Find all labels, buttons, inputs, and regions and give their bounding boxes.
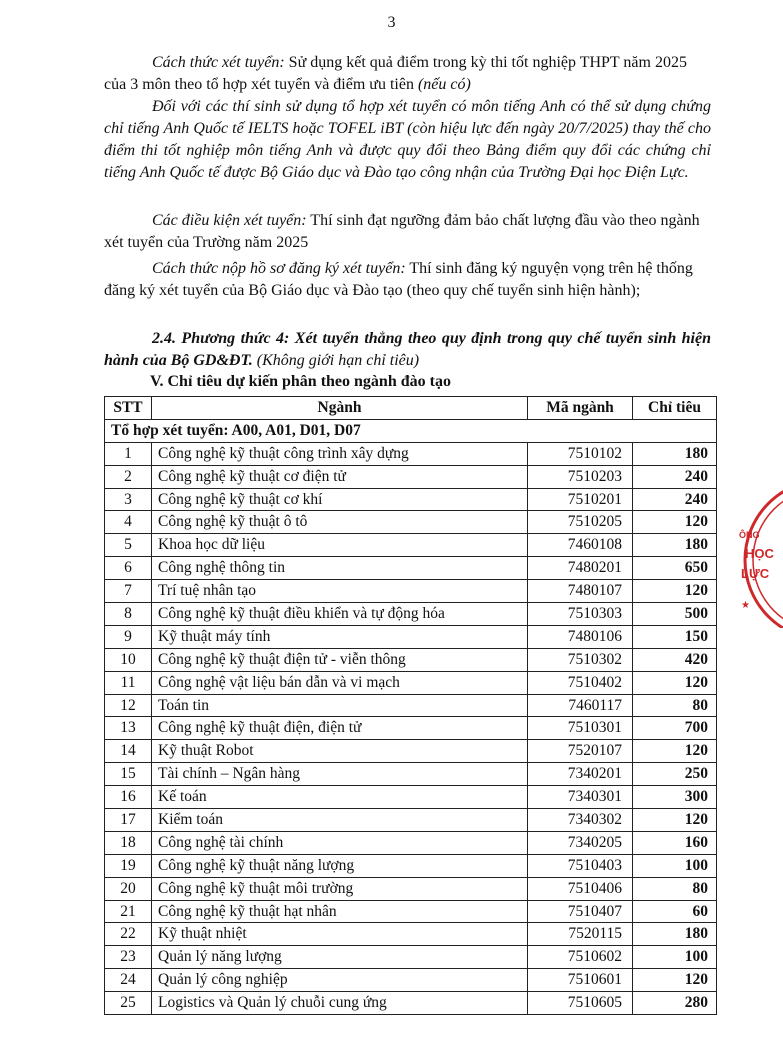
row-major: Công nghệ thông tin (152, 557, 528, 580)
row-quota: 650 (633, 557, 717, 580)
row-code: 7510605 (528, 992, 633, 1015)
table-row (105, 969, 717, 992)
method-label: Cách thức xét tuyển: (152, 54, 285, 71)
row-stt: 2 (105, 465, 152, 488)
method-4-title: 2.4. Phương thức 4: Xét tuyển thẳng theo quy định trong quy chế tuyển sinh hiện hành của Bộ GD&ĐT. (104, 330, 711, 369)
row-code: 7340205 (528, 831, 633, 854)
table-row (105, 511, 717, 534)
table-row (105, 580, 717, 603)
method-text: Sử dụng kết quả điểm trong kỳ thi tốt nghiệp THPT năm 2025 của 3 môn theo tổ hợp xét tuyển và điểm ưu tiên (104, 54, 687, 93)
row-major: Toán tin (152, 694, 528, 717)
row-quota: 280 (633, 992, 717, 1015)
row-quota: 120 (633, 809, 717, 832)
conditions-label: Các điều kiện xét tuyển: (152, 212, 307, 229)
row-quota: 180 (633, 534, 717, 557)
header-code: Mã ngành (528, 397, 633, 420)
row-stt: 1 (105, 442, 152, 465)
row-quota: 60 (633, 900, 717, 923)
row-major: Kỹ thuật Robot (152, 740, 528, 763)
row-code: 7510102 (528, 442, 633, 465)
row-stt: 19 (105, 854, 152, 877)
table-row (105, 717, 717, 740)
table-row (105, 534, 717, 557)
row-major: Công nghệ tài chính (152, 831, 528, 854)
row-code: 7510403 (528, 854, 633, 877)
row-code: 7480106 (528, 625, 633, 648)
table-row (105, 854, 717, 877)
row-code: 7510407 (528, 900, 633, 923)
row-quota: 80 (633, 877, 717, 900)
row-code: 7460117 (528, 694, 633, 717)
row-major: Công nghệ kỹ thuật môi trường (152, 877, 528, 900)
row-stt: 21 (105, 900, 152, 923)
row-code: 7480201 (528, 557, 633, 580)
table-row (105, 809, 717, 832)
row-major: Kế toán (152, 786, 528, 809)
submission-text: Thí sinh đăng ký nguyện vọng trên hệ thống đăng ký xét tuyển của Bộ Giáo dục và Đào tạo (theo quy chế tuyển sinh hiện hành); (104, 260, 693, 299)
row-stt: 20 (105, 877, 152, 900)
row-stt: 7 (105, 580, 152, 603)
row-code: 7510406 (528, 877, 633, 900)
method-4-note: (Không giới hạn chỉ tiêu) (252, 352, 420, 369)
row-code: 7510601 (528, 969, 633, 992)
seal-text-2: HỌC (745, 546, 774, 561)
row-major: Công nghệ kỹ thuật điện, điện tử (152, 717, 528, 740)
row-major: Quản lý công nghiệp (152, 969, 528, 992)
row-major: Công nghệ kỹ thuật cơ khí (152, 488, 528, 511)
row-stt: 4 (105, 511, 152, 534)
row-quota: 420 (633, 648, 717, 671)
table-row (105, 694, 717, 717)
row-stt: 14 (105, 740, 152, 763)
row-code: 7510302 (528, 648, 633, 671)
row-major: Công nghệ vật liệu bán dẫn và vi mạch (152, 671, 528, 694)
row-major: Logistics và Quản lý chuỗi cung ứng (152, 992, 528, 1015)
row-quota: 80 (633, 694, 717, 717)
row-quota: 250 (633, 763, 717, 786)
method-note: (nếu có) (417, 76, 471, 93)
row-stt: 18 (105, 831, 152, 854)
row-major: Tài chính – Ngân hàng (152, 763, 528, 786)
group-label: Tổ hợp xét tuyển: A00, A01, D01, D07 (105, 419, 717, 442)
row-stt: 13 (105, 717, 152, 740)
row-quota: 500 (633, 603, 717, 626)
row-stt: 23 (105, 946, 152, 969)
row-code: 7520107 (528, 740, 633, 763)
header-stt: STT (105, 397, 152, 420)
table-header-row (105, 397, 717, 420)
header-major: Ngành (152, 397, 528, 420)
row-quota: 120 (633, 969, 717, 992)
row-major: Công nghệ kỹ thuật điện tử - viễn thông (152, 648, 528, 671)
row-code: 7510602 (528, 946, 633, 969)
row-stt: 15 (105, 763, 152, 786)
row-major: Công nghệ kỹ thuật hạt nhân (152, 900, 528, 923)
table-row (105, 831, 717, 854)
row-code: 7460108 (528, 534, 633, 557)
table-row (105, 442, 717, 465)
row-stt: 16 (105, 786, 152, 809)
table-row (105, 763, 717, 786)
row-quota: 160 (633, 831, 717, 854)
row-code: 7510301 (528, 717, 633, 740)
row-major: Kỹ thuật nhiệt (152, 923, 528, 946)
row-code: 7510203 (528, 465, 633, 488)
paragraph-method-4 (104, 328, 711, 372)
table-row (105, 488, 717, 511)
row-quota: 180 (633, 442, 717, 465)
row-major: Kỹ thuật máy tính (152, 625, 528, 648)
submission-label: Cách thức nộp hồ sơ đăng ký xét tuyển: (152, 260, 406, 277)
row-code: 7340301 (528, 786, 633, 809)
table-row (105, 603, 717, 626)
table-row (105, 648, 717, 671)
table-row (105, 625, 717, 648)
row-major: Công nghệ kỹ thuật cơ điện tử (152, 465, 528, 488)
table-row (105, 923, 717, 946)
section-heading: V. Chỉ tiêu dự kiến phân theo ngành đào tạo (150, 373, 451, 390)
row-code: 7480107 (528, 580, 633, 603)
svg-text:★: ★ (741, 600, 750, 611)
table-row (105, 671, 717, 694)
row-quota: 120 (633, 580, 717, 603)
row-stt: 6 (105, 557, 152, 580)
page-number: 3 (387, 14, 396, 31)
row-stt: 24 (105, 969, 152, 992)
row-code: 7520115 (528, 923, 633, 946)
row-stt: 9 (105, 625, 152, 648)
row-quota: 100 (633, 854, 717, 877)
row-code: 7340201 (528, 763, 633, 786)
row-stt: 12 (105, 694, 152, 717)
row-major: Trí tuệ nhân tạo (152, 580, 528, 603)
row-quota: 300 (633, 786, 717, 809)
table-row (105, 557, 717, 580)
row-stt: 8 (105, 603, 152, 626)
row-quota: 120 (633, 740, 717, 763)
row-stt: 3 (105, 488, 152, 511)
row-stt: 25 (105, 992, 152, 1015)
table-row (105, 465, 717, 488)
row-stt: 10 (105, 648, 152, 671)
row-major: Kiểm toán (152, 809, 528, 832)
row-code: 7340302 (528, 809, 633, 832)
row-major: Khoa học dữ liệu (152, 534, 528, 557)
table-row (105, 786, 717, 809)
row-quota: 150 (633, 625, 717, 648)
group-row (105, 419, 717, 442)
row-stt: 22 (105, 923, 152, 946)
row-stt: 17 (105, 809, 152, 832)
paragraph-method (104, 52, 711, 96)
paragraph-conditions (104, 210, 711, 254)
paragraph-english-cert: Đối với các thí sinh sử dụng tổ hợp xét tuyển có môn tiếng Anh có thể sử dụng chứng chỉ tiếng Anh Quốc tế IELTS hoặc TOFEL iBT (còn hiệu lực đến ngày 20/7/2025) thay thế cho điểm thi tốt nghiệp môn tiếng Anh và được quy đổi theo Bảng điểm quy đổi các chứng chỉ tiếng Anh Quốc tế được Bộ Giáo dục và Đào tạo công nhận của Trường Đại học Điện Lực. (104, 98, 711, 181)
table-row (105, 946, 717, 969)
row-code: 7510205 (528, 511, 633, 534)
row-quota: 120 (633, 511, 717, 534)
row-quota: 240 (633, 488, 717, 511)
row-quota: 120 (633, 671, 717, 694)
row-quota: 180 (633, 923, 717, 946)
row-stt: 5 (105, 534, 152, 557)
row-major: Công nghệ kỹ thuật điều khiển và tự động hóa (152, 603, 528, 626)
row-code: 7510402 (528, 671, 633, 694)
row-quota: 700 (633, 717, 717, 740)
header-quota: Chỉ tiêu (633, 397, 717, 420)
row-major: Quản lý năng lượng (152, 946, 528, 969)
quota-table (104, 396, 717, 1015)
conditions-text: Thí sinh đạt ngưỡng đảm bảo chất lượng đầu vào theo ngành xét tuyển của Trường năm 2025 (104, 212, 700, 251)
row-major: Công nghệ kỹ thuật năng lượng (152, 854, 528, 877)
seal-text-3: LỰC (741, 566, 770, 581)
row-code: 7510201 (528, 488, 633, 511)
table-row (105, 992, 717, 1015)
seal-text-1: ÔNG (739, 530, 760, 540)
red-seal-stamp (735, 488, 783, 628)
paragraph-submission (104, 258, 711, 302)
row-major: Công nghệ kỹ thuật ô tô (152, 511, 528, 534)
table-row (105, 740, 717, 763)
table-row (105, 900, 717, 923)
row-quota: 100 (633, 946, 717, 969)
row-quota: 240 (633, 465, 717, 488)
row-stt: 11 (105, 671, 152, 694)
table-row (105, 877, 717, 900)
row-code: 7510303 (528, 603, 633, 626)
row-major: Công nghệ kỹ thuật công trình xây dựng (152, 442, 528, 465)
